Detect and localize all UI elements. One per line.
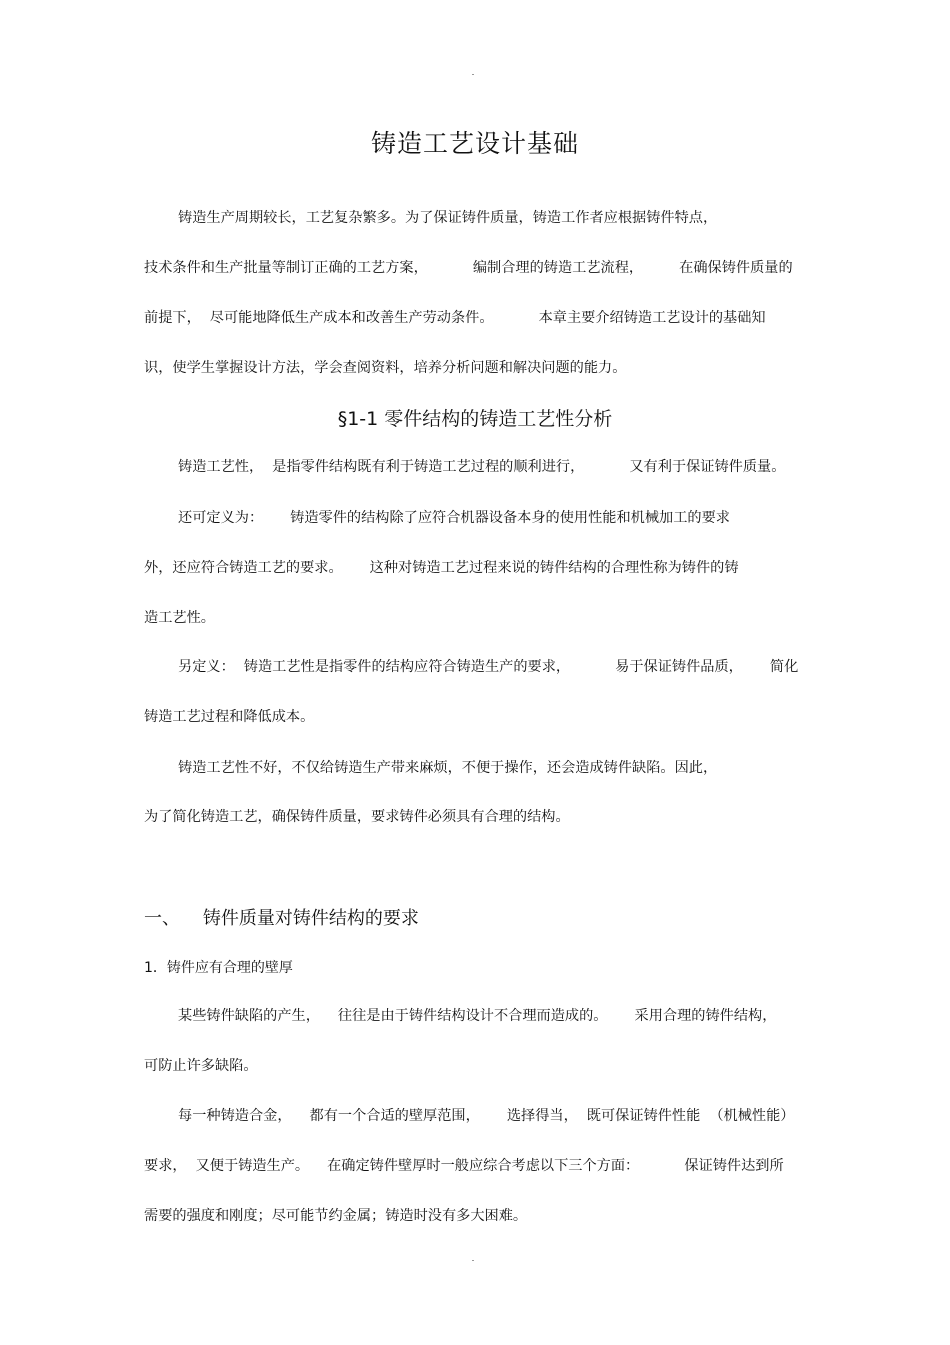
paragraph-line: 可防止许多缺陷。 <box>144 1058 258 1074</box>
heading-1: 一、 铸件质量对铸件结构的要求 <box>144 908 419 929</box>
page-mark-bottom <box>472 1260 474 1261</box>
paragraph-line: 铸造工艺性不好，不仅给铸造生产带来麻烦，不便于操作，还会造成铸件缺陷。因此， <box>178 760 718 776</box>
paragraph-line: 还可定义为： 铸造零件的结构除了应符合机器设备本身的使用性能和机械加工的要求 <box>178 510 730 526</box>
paragraph-line: 造工艺性。 <box>144 610 215 626</box>
document-title: 铸造工艺设计基础 <box>370 129 579 158</box>
paragraph-line: 每一种铸造合金， 都有一个合适的壁厚范围， 选择得当， 既可保证铸件性能 （机械性能） <box>178 1108 795 1124</box>
paragraph-line: 铸造工艺性， 是指零件结构既有利于铸造工艺过程的顺利进行， 又有利于保证铸件质量。 <box>178 459 786 475</box>
intro-line: 前提下， 尽可能地降低生产成本和改善生产劳动条件。 本章主要介绍铸造工艺设计的基础知 <box>144 310 766 326</box>
paragraph-line: 某些铸件缺陷的产生， 往往是由于铸件结构设计不合理而造成的。 采用合理的铸件结构， <box>178 1008 777 1024</box>
intro-line: 铸造生产周期较长，工艺复杂繁多。为了保证铸件质量，铸造工作者应根据铸件特点， <box>178 210 718 226</box>
paragraph-line: 外，还应符合铸造工艺的要求。 这种对铸造工艺过程来说的铸件结构的合理性称为铸件的铸 <box>144 560 739 576</box>
intro-line: 技术条件和生产批量等制订正确的工艺方案， 编制合理的铸造工艺流程， 在确保铸件质量的 <box>144 260 793 276</box>
paragraph-line: 要求， 又便于铸造生产。 在确定铸件壁厚时一般应综合考虑以下三个方面： 保证铸件达到所 <box>144 1158 784 1174</box>
paragraph-line: 铸造工艺过程和降低成本。 <box>144 709 315 725</box>
page-mark-top <box>472 74 474 75</box>
paragraph-line: 为了简化铸造工艺，确保铸件质量，要求铸件必须具有合理的结构。 <box>144 809 570 825</box>
paragraph-line: 需要的强度和刚度；尽可能节约金属；铸造时没有多大困难。 <box>144 1208 528 1224</box>
paragraph-line: 另定义： 铸造工艺性是指零件的结构应符合铸造生产的要求， 易于保证铸件品质， 简化 <box>178 659 799 675</box>
section-title: §1-1 零件结构的铸造工艺性分析 <box>337 408 613 430</box>
intro-line: 识，使学生掌握设计方法，学会查阅资料，培养分析问题和解决问题的能力。 <box>144 360 627 376</box>
subheading-1: 1．铸件应有合理的壁厚 <box>144 960 293 976</box>
